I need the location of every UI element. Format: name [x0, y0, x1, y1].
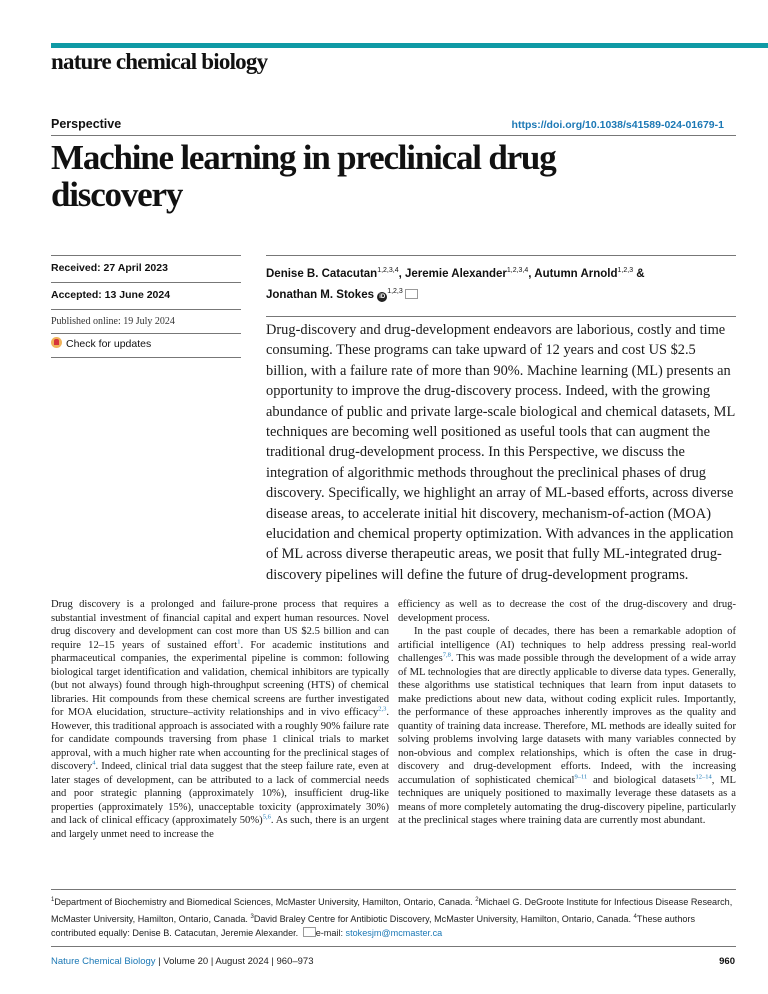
- citation-link[interactable]: 12–14: [695, 772, 712, 780]
- body-column-2: [398, 598, 736, 828]
- citation-link[interactable]: 4: [92, 759, 96, 767]
- citation-link[interactable]: 7,8: [442, 651, 451, 659]
- envelope-icon: [303, 927, 316, 937]
- body-paragraph: In the past couple of decades, there has been a remarkable adoption of artificial intelligence (AI) techniques to help address pressing real-world challenges$^{7,8}$. This was made possible through the development of a wide array of ML technologies that are directly applicable to diverse data types. Generally, these algorithms use statistical techniques that learn from input datasets to make predictions about new data, without coding explicit rules. Importantly, the performance of these approaches inherently improves as the quality and quantity of training data increase. Therefore, ML methods are ideally suited for solving problems involving large datasets with many variables connected by non-obvious and complex relationships, which is often the case in drug-discovery and drug-development efforts. Indeed, with the increasing accumulation of sophisticated chemical$^{9-11}$ and biological datasets$^{12-14}$, ML techniques are uniquely positioned to maximally leverage these datasets as a means of more completely automating the drug-discovery pipeline, particularly at the preclinical stages where training data are currently most abundant.: [398, 626, 737, 826]
- journal-accent-bar: [51, 43, 768, 48]
- divider: [51, 135, 736, 136]
- email-link[interactable]: stokesjm@mcmaster.ca: [345, 928, 443, 939]
- author-list: Denise B. Catacutan$^{1,2,3,4}$, Jeremie Alexander$^{1,2,3,4}$, Autumn Arnold$^{1,2,3}$ & Jonathan M. Stokes iD$^{1,2,3}$: [266, 267, 645, 301]
- author-affiliations: 1,2,3,4: [506, 267, 529, 274]
- published-date: Published online: 19 July 2024: [51, 316, 175, 327]
- envelope-icon[interactable]: [405, 289, 418, 299]
- author-name[interactable]: Jonathan M. Stokes: [266, 288, 374, 301]
- orcid-icon[interactable]: iD: [379, 293, 386, 300]
- journal-name: nature chemical biology: [51, 49, 268, 74]
- author-name[interactable]: Denise B. Catacutan: [266, 267, 378, 280]
- article-type: Perspective: [51, 117, 122, 131]
- check-updates-label: Check for updates: [66, 338, 152, 350]
- journal-link[interactable]: Nature Chemical Biology: [51, 956, 156, 967]
- body-column-1: [51, 598, 389, 841]
- check-updates-icon: [51, 337, 62, 348]
- author-name[interactable]: Jeremie Alexander: [405, 267, 507, 280]
- divider: [266, 255, 736, 256]
- citation-link[interactable]: 9–11: [574, 772, 588, 780]
- received-date: Received: 27 April 2023: [51, 262, 168, 274]
- divider: [51, 282, 241, 283]
- abstract: Drug-discovery and drug-development endeavors are laborious, costly and time consuming. These programs can take upward of 12 years and cost US $2.5 billion, with a failure rate of more than 90%. Machine learning (ML) presents an opportunity to improve the drug-discovery process. Indeed, with the growing abundance of public and private large-scale biological and chemical datasets, ML techniques are becoming well positioned as useful tools that can augment the traditional drug-development process. In this Perspective, we discuss the integration of algorithmic methods throughout the preclinical phases of drug discovery. Specifically, we highlight an array of ML-based efforts, across diverse disease areas, to accelerate initial hit discovery, mechanism-of-action (MOA) elucidation and chemical property optimization. With advances in the application of ML across diverse therapeutic areas, we posit that fully ML-integrated drug-discovery pipelines will define the future of drug-development programs.: [266, 322, 735, 583]
- author-affiliations: 1,2,3,4: [377, 267, 399, 274]
- citation-link[interactable]: 1: [237, 637, 241, 645]
- page-number: 960: [719, 956, 735, 967]
- divider: [266, 316, 736, 317]
- footer-citation: Nature Chemical Biology | Volume 20 | August 2024 | 960–973: [51, 956, 314, 967]
- divider: [51, 255, 241, 256]
- body-paragraph: efficiency as well as to decrease the cost of the drug-discovery and drug-development process.: [398, 599, 736, 624]
- accepted-date: Accepted: 13 June 2024: [51, 289, 171, 301]
- author-name[interactable]: Autumn Arnold: [534, 267, 618, 280]
- citation-link[interactable]: 2,3: [378, 705, 387, 713]
- divider: [51, 889, 736, 890]
- author-affiliations: 1,2,3: [387, 287, 403, 295]
- divider: [51, 333, 241, 334]
- check-for-updates-button[interactable]: [51, 337, 241, 350]
- body-paragraph: Drug discovery is a prolonged and failure-prone process that requires a substantial investment of financial capital and expert human resources. Novel drug discovery and development can cost more than US $2.5 billion and can require 12–15 years of sustained effort$^1$. For academic institutions and pharmaceutical companies, the experimental pipeline is common: following biological target identification and validation, chemical inhibitors are typically (but not always) found through high-throughput screening (HTS) of chemical libraries. Hit compounds from these chemical screens are further investigated for MOA elucidation, structure–activity relationships and in vivo efficacy$^{2,3}$. However, this traditional approach is associated with a roughly 90% failure rate for candidate compounds traversing from phase 1 clinical trials to market approval, with a much higher rate when accounting for the preclinical stages of discovery$^4$. Indeed, clinical trial data suggest that the steep failure rate, even at later stages of development, can be attributed to a lack of commercial needs and poor strategic planning (approximately 10%), insufficient drug-like properties (approximately 15%), unacceptable toxicity (approximately 30%) and lack of clinical efficacy (approximately 50%)$^{5,6}$. As such, there is an urgent and largely unmet need to increase the: [51, 599, 389, 840]
- author-affiliations: 1,2,3: [617, 267, 634, 274]
- affiliations: $^1$Department of Biochemistry and Biomedical Sciences, McMaster University, Hamilton, Ontario, Canada. $^2$Michael G. DeGroote Institute for Infectious Disease Research, McMaster University, Hamilton, Ontario, Canada. $^3$David Braley Centre for Antibiotic Discovery, McMaster University, Hamilton, Ontario, Canada. $^4$These authors contributed equally: Denise B. Catacutan, Jeremie Alexander. e-mail: stokesjm@mcmaster.ca: [51, 897, 733, 939]
- article-title: Machine learning in preclinical drug discovery: [51, 138, 556, 214]
- divider: [51, 309, 241, 310]
- divider: [51, 946, 736, 947]
- doi-link[interactable]: https://doi.org/10.1038/s41589-024-01679-1: [511, 119, 724, 131]
- divider: [51, 357, 241, 358]
- citation-link[interactable]: 5,6: [262, 813, 271, 821]
